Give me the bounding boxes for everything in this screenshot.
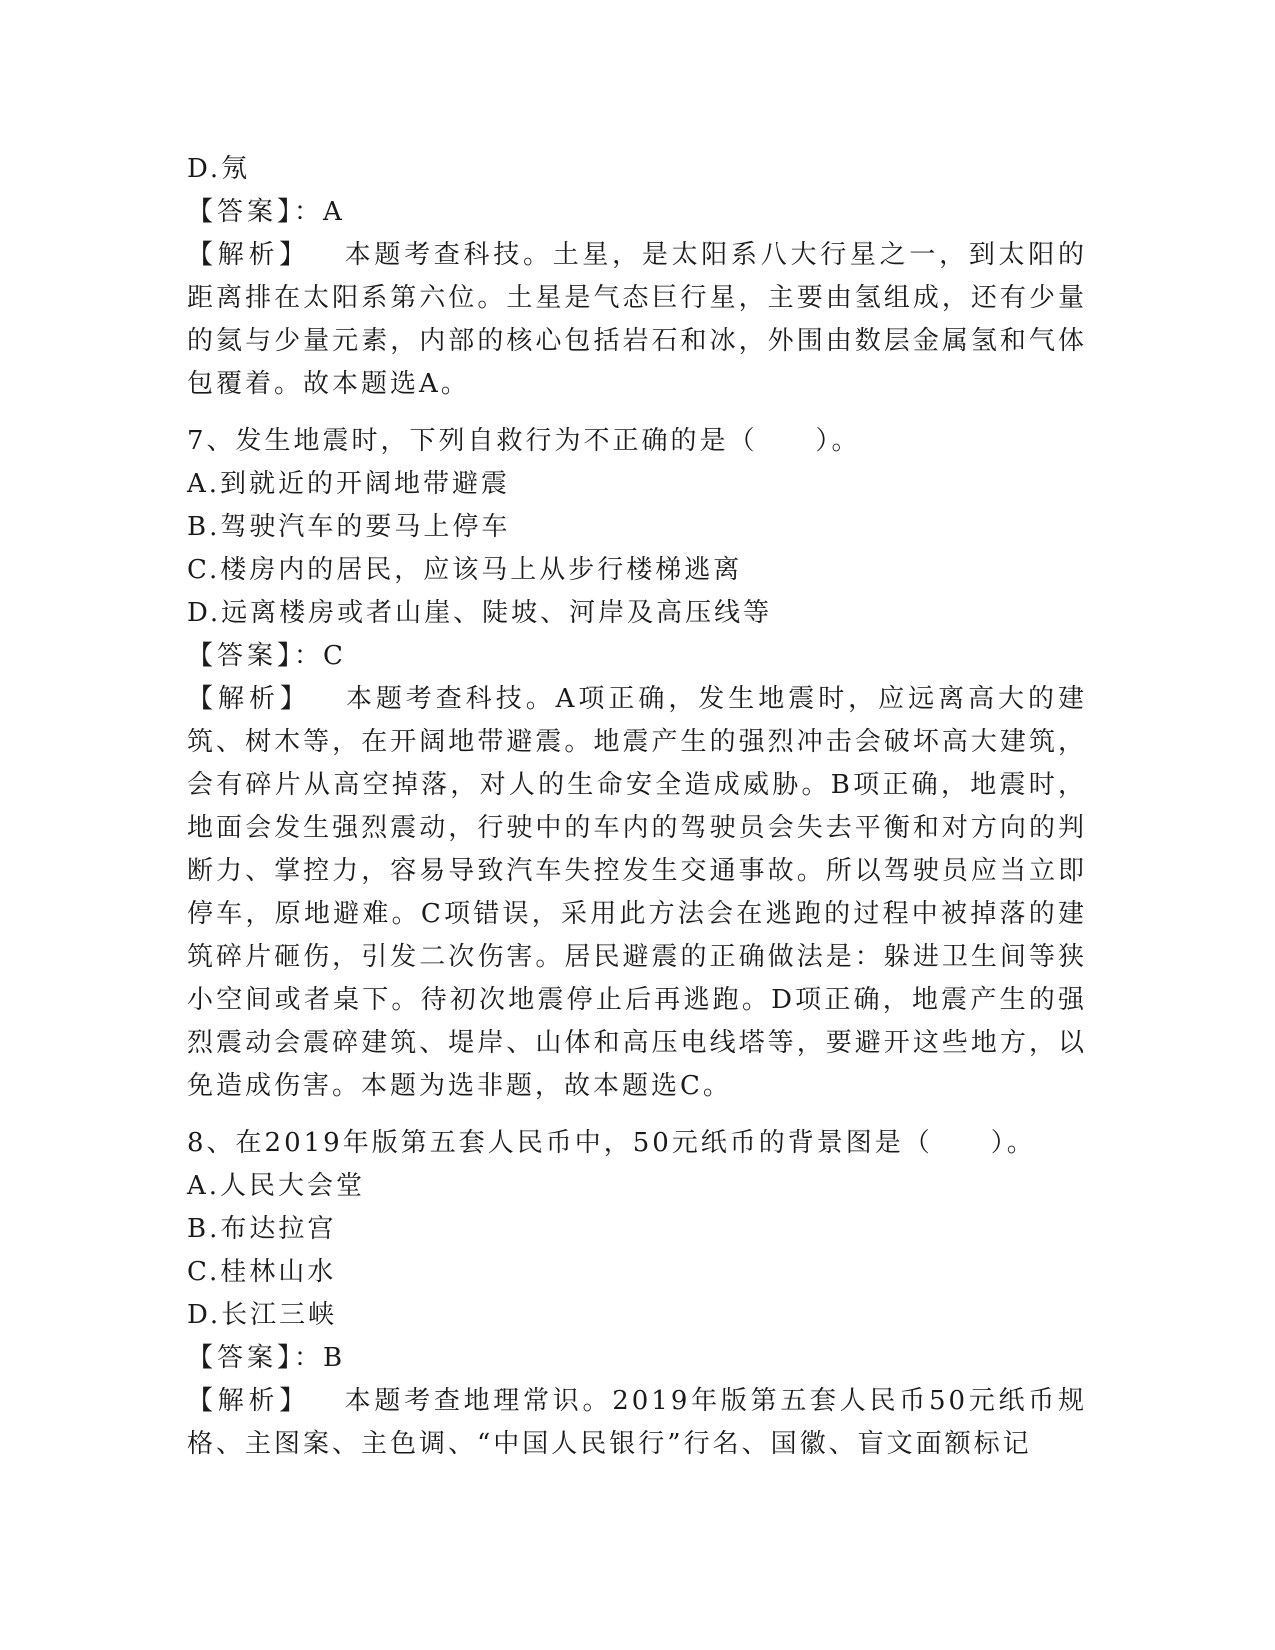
- q8-question: 8、在2019年版第五套人民币中，50元纸币的背景图是（ ）。: [187, 1128, 1036, 1158]
- q8-answer: [187, 1337, 1087, 1380]
- answer-label: 【答案】: [187, 641, 295, 671]
- q7-answer: [187, 635, 1087, 678]
- q7-option-a: A.到就近的开阔地带避震: [187, 469, 511, 499]
- q8-option-b: B.布达拉宫: [187, 1214, 337, 1244]
- answer-label: 【答案】: [187, 1343, 295, 1373]
- document-page: [187, 148, 1087, 1466]
- analysis-label: 【解析】: [187, 240, 310, 270]
- q7-question: 7、发生地震时，下列自救行为不正确的是（ ）。: [187, 426, 861, 456]
- analysis-label: 【解析】: [187, 684, 311, 714]
- q8-option-d: D.长江三峡: [187, 1300, 338, 1330]
- q8-analysis: [187, 1380, 1087, 1466]
- analysis-text: 本题考查科技。A项正确，发生地震时，应远离高大的建筑、树木等，在开阔地带避震。地震产生的强烈冲击会破坏高大建筑，会有碎片从高空掉落，对人的生命安全造成威胁。B项正确，地震时，地面会发生强烈震动，行驶中的车内的驾驶员会失去平衡和对方向的判断力、掌控力，容易导致汽车失控发生交通事故。所以驾驶员应当立即停车，原地避难。C项错误，采用此方法会在逃跑的过程中被掉落的建筑碎片砸伤，引发二次伤害。居民避震的正确做法是：躲进卫生间等狭小空间或者桌下。待初次地震停止后再逃跑。D项正确，地震产生的强烈震动会震碎建筑、堤岸、山体和高压电线塔等，要避开这些地方，以免造成伤害。本题为选非题，故本题选C。: [187, 684, 1087, 1101]
- q8-option-c: C.桂林山水: [187, 1257, 337, 1287]
- answer-value: ：C: [294, 641, 346, 671]
- answer-label: 【答案】: [187, 197, 295, 227]
- analysis-text: 本题考查地理常识。2019年版第五套人民币50元纸币规格、主图案、主色调、“中国人民银行”行名、国徽、盲文面额标记: [187, 1386, 1087, 1459]
- analysis-text: 本题考查科技。土星，是太阳系八大行星之一，到太阳的距离排在太阳系第六位。土星是气态巨行星，主要由氢组成，还有少量的氦与少量元素，内部的核心包括岩石和冰，外围由数层金属氢和气体包覆着。故本题选A。: [187, 240, 1087, 399]
- answer-value: ：A: [294, 197, 345, 227]
- q6-answer: [187, 191, 1087, 234]
- q7-option-b: B.驾驶汽车的要马上停车: [187, 512, 511, 542]
- q7-option-c: C.楼房内的居民，应该马上从步行楼梯逃离: [187, 555, 743, 585]
- answer-value: ：B: [294, 1343, 346, 1373]
- analysis-label: 【解析】: [187, 1386, 310, 1416]
- q6-option-d: D.氖: [187, 154, 251, 184]
- q6-analysis: [187, 234, 1087, 406]
- q7-analysis: [187, 678, 1087, 1108]
- q8-option-a: A.人民大会堂: [187, 1171, 366, 1201]
- q7-option-d: D.远离楼房或者山崖、陡坡、河岸及高压线等: [187, 598, 773, 628]
